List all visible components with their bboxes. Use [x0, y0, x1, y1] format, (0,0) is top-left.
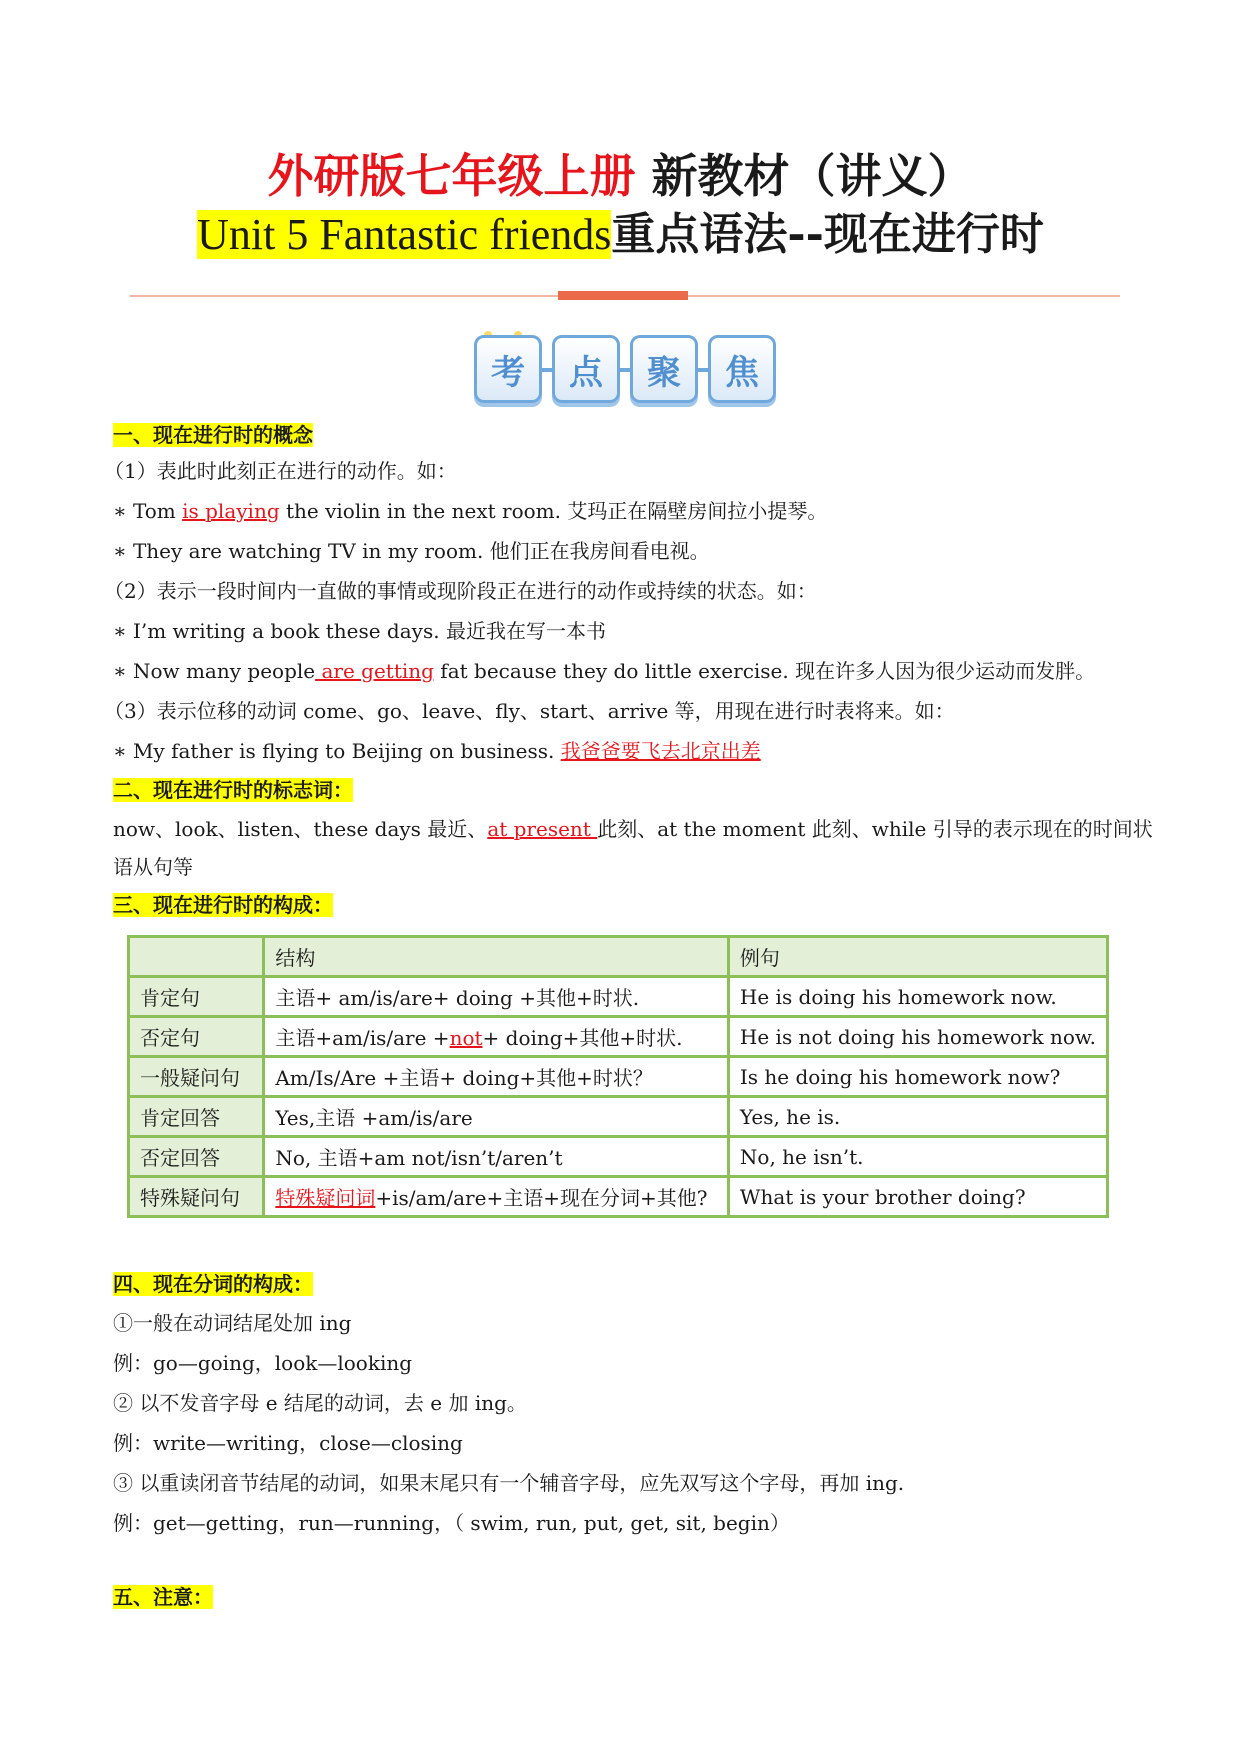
table-cell-example: What is your brother doing? — [728, 1177, 1107, 1217]
section-1-point-3: （3）表示位移的动词 come、go、leave、fly、start、arrive 等，用现在进行时表将来。如： — [104, 699, 955, 723]
rule-2-example: 例：write—writing，close—closing — [113, 1431, 463, 1455]
table-header-row — [129, 937, 1108, 977]
example-4-verb: are getting — [315, 659, 434, 683]
rule-3: ③ 以重读闭音节结尾的动词，如果末尾只有一个辅音字母，应先双写这个字母，再加 ing. — [113, 1471, 905, 1495]
example-5: ∗ My father is flying to Beijing on business. 我爸爸要飞去北京出差 — [113, 739, 761, 763]
rule-1: ①一般在动词结尾处加 ing — [113, 1311, 352, 1335]
title-line-2 — [0, 208, 1241, 262]
table-row — [129, 1097, 1108, 1137]
table-row — [129, 1137, 1108, 1177]
signal-words-line-2: 语从句等 — [113, 855, 193, 879]
signal-word-at-present: at present — [487, 817, 598, 841]
example-4: ∗ Now many people are getting fat because they do little exercise. 现在许多人因为很少运动而发胖。 — [113, 659, 1096, 683]
table-header-cell: 结构 — [264, 937, 729, 977]
table-cell-example: He is not doing his homework now. — [728, 1017, 1107, 1057]
badge-char: 聚 — [630, 335, 698, 403]
rule-3-example: 例：get—getting，run—running，（ swim, run, put, get, sit, begin） — [113, 1511, 790, 1535]
badge-char: 焦 — [708, 335, 776, 403]
table-row — [129, 977, 1108, 1017]
section-2-heading: 二、现在进行时的标志词： — [113, 778, 353, 802]
not-keyword: not — [449, 1026, 483, 1050]
badge-char: 考 — [474, 335, 542, 403]
table-cell-example: Is he doing his homework now? — [728, 1057, 1107, 1097]
table-cell-structure: Yes,主语 +am/is/are — [264, 1097, 729, 1137]
table-cell-structure: 主语+am/is/are +not+ doing+其他+时状. — [264, 1017, 729, 1057]
title-unit-highlight: Unit 5 Fantastic friends — [197, 210, 612, 259]
example-1: ∗ Tom is playing the violin in the next room. 艾玛正在隔壁房间拉小提琴。 — [113, 499, 828, 523]
table-cell-structure: 主语+ am/is/are+ doing +其他+时状. — [264, 977, 729, 1017]
table-cell-example: Yes, he is. — [728, 1097, 1107, 1137]
title-line-1 — [0, 148, 1241, 204]
badge-char: 点 — [552, 335, 620, 403]
rule-1-example: 例：go—going，look—looking — [113, 1351, 413, 1375]
title-black-part: 新教材（讲义） — [651, 149, 974, 203]
section-4-heading: 四、现在分词的构成： — [113, 1272, 313, 1296]
table-cell-type: 肯定句 — [129, 977, 264, 1017]
example-5-translation: 我爸爸要飞去北京出差 — [560, 739, 761, 763]
table-header-cell: 例句 — [728, 937, 1107, 977]
table-cell-structure: 特殊疑问词+is/am/are+主语+现在分词+其他? — [264, 1177, 729, 1217]
table-cell-example: He is doing his homework now. — [728, 977, 1107, 1017]
title-topic: 重点语法--现在进行时 — [611, 209, 1044, 260]
table-cell-type: 否定回答 — [129, 1137, 264, 1177]
section-1-point-1: （1）表此时此刻正在进行的动作。如： — [104, 459, 457, 483]
table-row — [129, 1057, 1108, 1097]
table-cell-structure: No, 主语+am not/isn’t/aren’t — [264, 1137, 729, 1177]
title-divider-accent — [558, 291, 688, 300]
table-cell-type: 特殊疑问句 — [129, 1177, 264, 1217]
example-1-verb: is playing — [182, 499, 280, 523]
title-red-part: 外研版七年级上册 — [267, 149, 636, 203]
table-header-cell — [129, 937, 264, 977]
focus-badge — [474, 335, 774, 403]
structure-table — [127, 935, 1109, 1218]
section-1-heading: 一、现在进行时的概念 — [113, 423, 313, 447]
wh-word-keyword: 特殊疑问词 — [275, 1186, 376, 1210]
example-2: ∗ They are watching TV in my room. 他们正在我房间看电视。 — [113, 539, 710, 563]
rule-2: ② 以不发音字母 e 结尾的动词，去 e 加 ing。 — [113, 1391, 527, 1415]
example-3: ∗ I’m writing a book these days. 最近我在写一本书 — [113, 619, 606, 643]
section-3-heading: 三、现在进行时的构成： — [113, 893, 333, 917]
table-cell-example: No, he isn’t. — [728, 1137, 1107, 1177]
table-cell-type: 一般疑问句 — [129, 1057, 264, 1097]
signal-words-line-1: now、look、listen、these days 最近、at present 此刻、at the moment 此刻、while 引导的表示现在的时间状 — [113, 817, 1153, 841]
table-row — [129, 1017, 1108, 1057]
table-cell-type: 否定句 — [129, 1017, 264, 1057]
table-cell-type: 肯定回答 — [129, 1097, 264, 1137]
section-1-point-2: （2）表示一段时间内一直做的事情或现阶段正在进行的动作或持续的状态。如： — [104, 579, 817, 603]
section-5-heading: 五、注意： — [113, 1585, 213, 1609]
table-row — [129, 1177, 1108, 1217]
table-cell-structure: Am/Is/Are +主语+ doing+其他+时状？ — [264, 1057, 729, 1097]
